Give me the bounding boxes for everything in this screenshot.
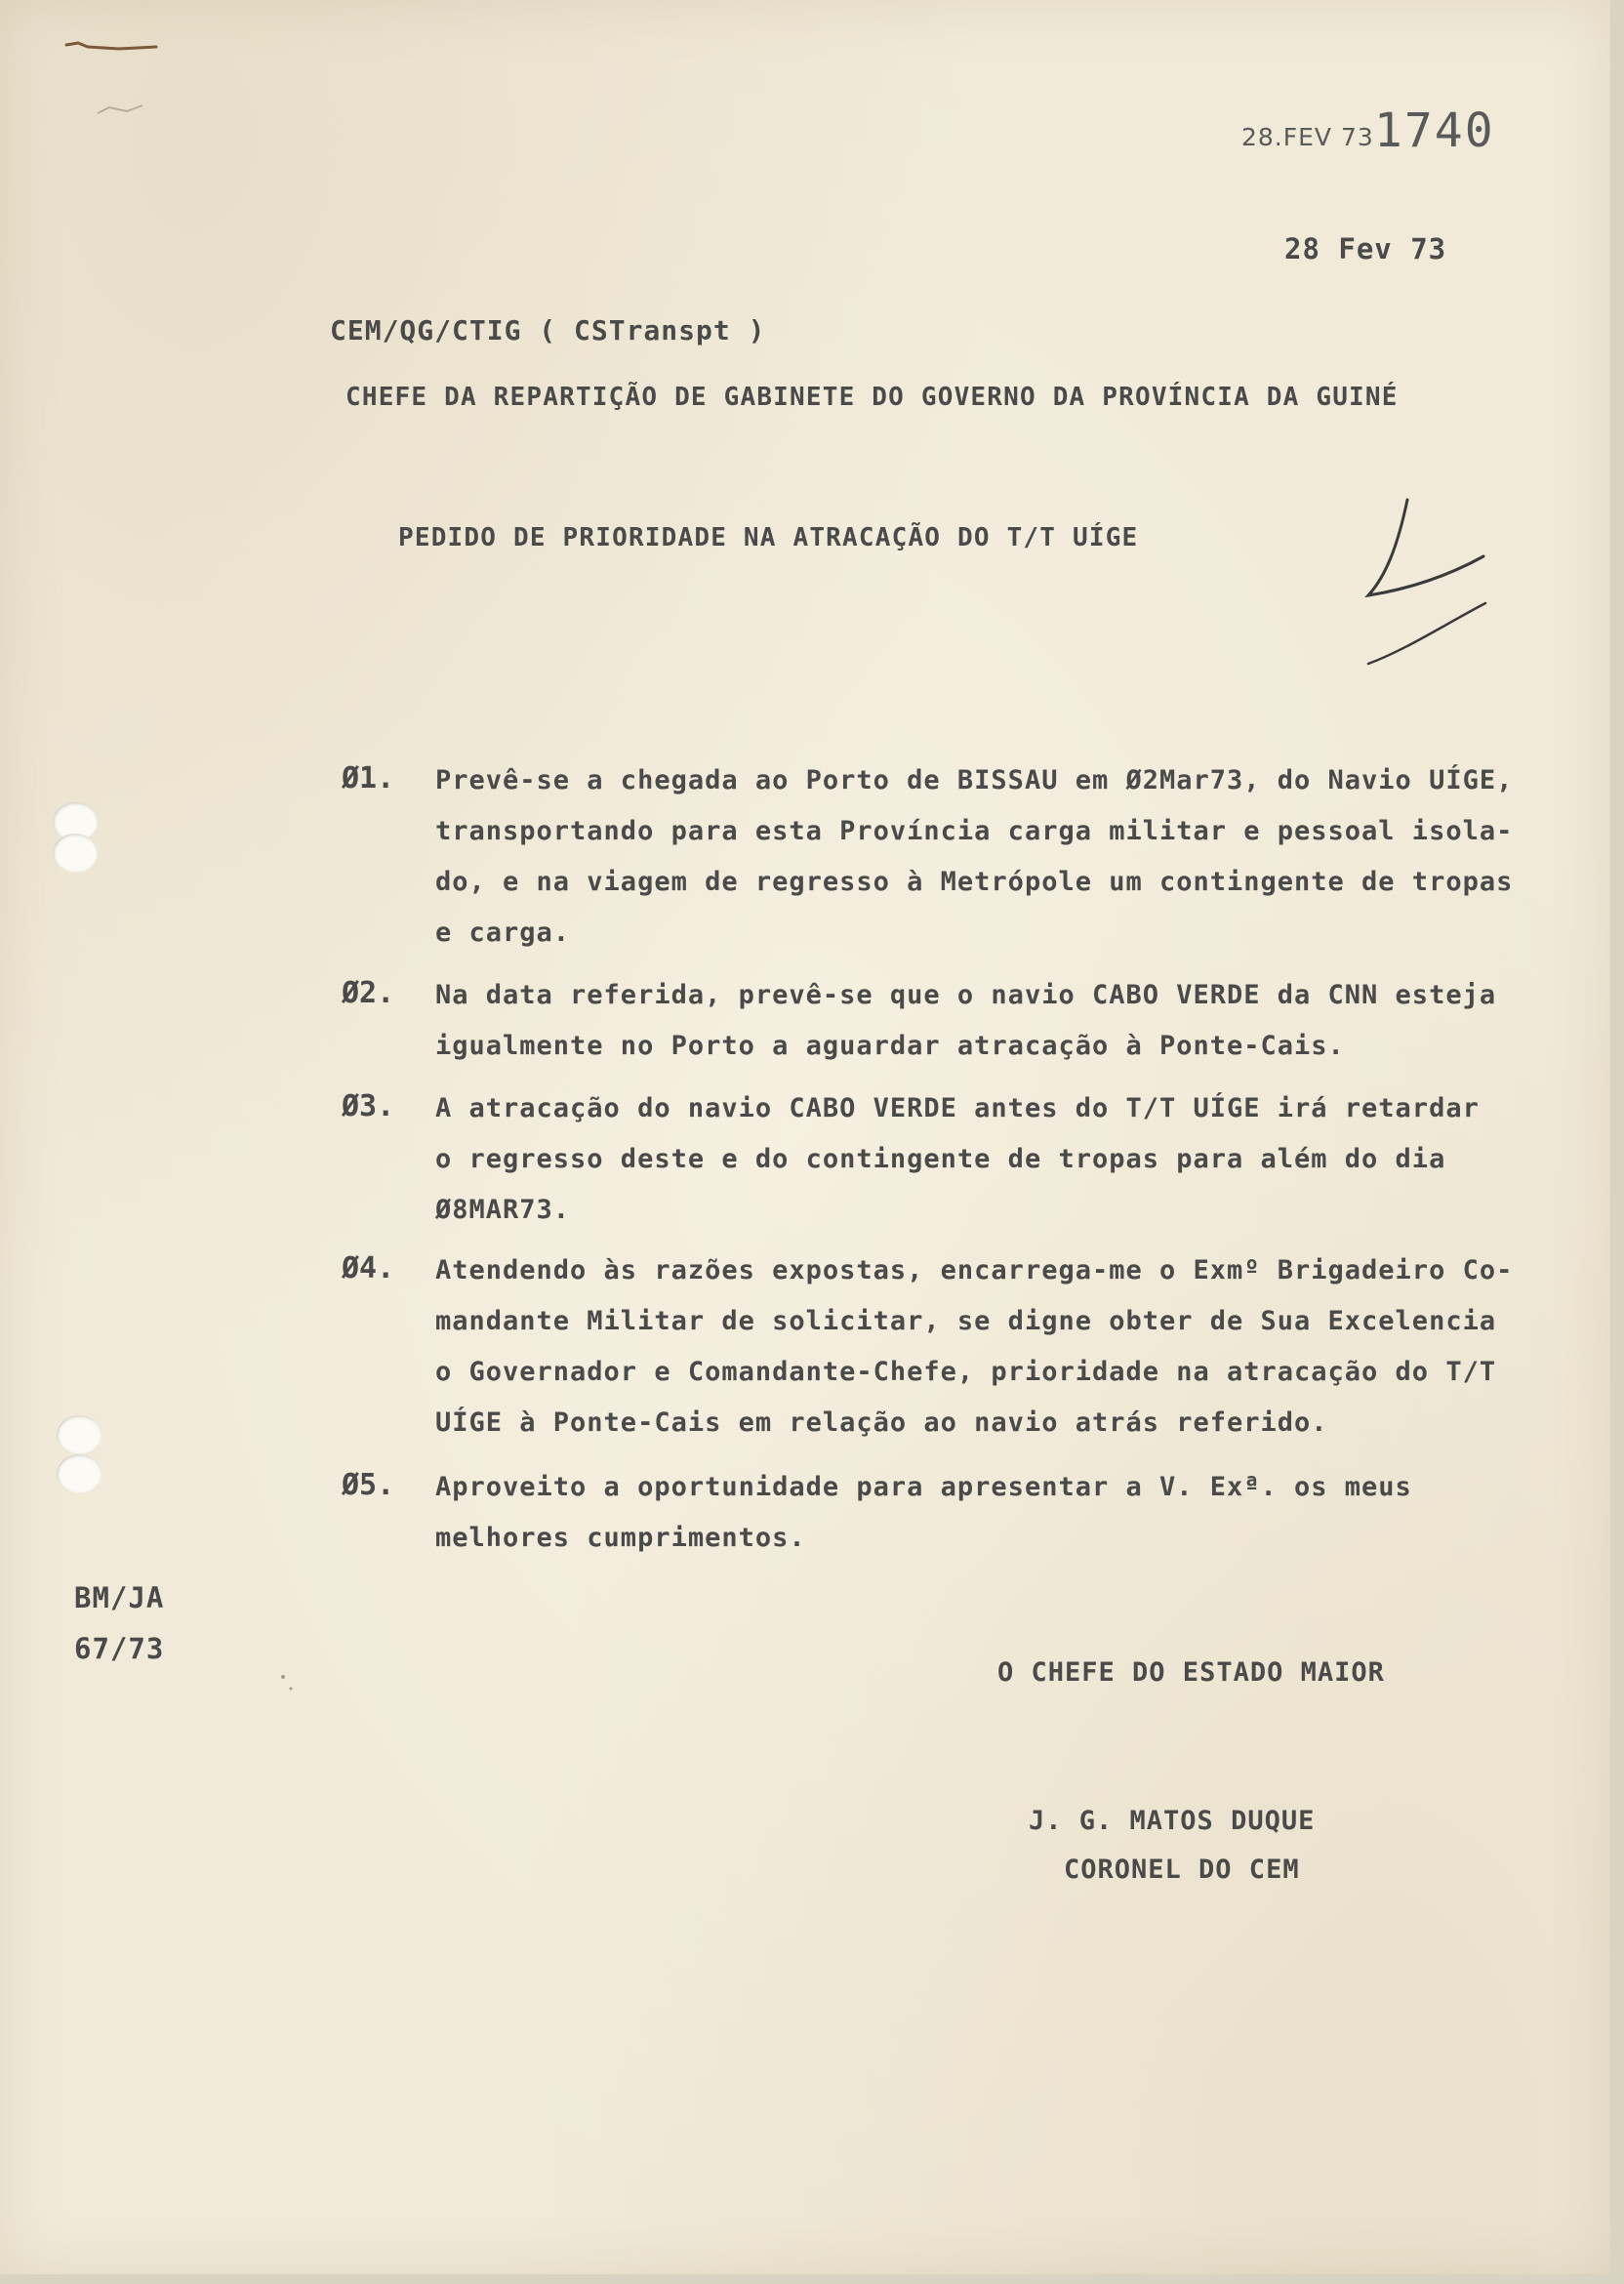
subject-line: PEDIDO DE PRIORIDADE NA ATRACAÇÃO DO T/T UÍGE — [398, 523, 1139, 552]
paragraph-line: Aproveito a oportunidade para apresentar a V. Exª. os meus — [435, 1472, 1412, 1502]
paragraph-line: igualmente no Porto a aguardar atracação à Ponte-Cais. — [435, 1031, 1345, 1061]
paragraph-number: Ø4. — [342, 1251, 395, 1285]
paragraph-line: UÍGE à Ponte-Cais em relação ao navio atrás referido. — [435, 1407, 1328, 1438]
paragraph-line: o Governador e Comandante-Chefe, prioridade na atracação do T/T — [435, 1357, 1497, 1387]
paragraph-line: Na data referida, prevê-se que o navio CABO VERDE da CNN esteja — [435, 980, 1497, 1010]
paragraph-number: Ø5. — [342, 1468, 395, 1502]
margin-note-number: 67/73 — [74, 1632, 165, 1665]
paper-speck-marks-bottom — [254, 1650, 312, 1708]
signatory-rank: CORONEL DO CEM — [1064, 1855, 1300, 1885]
paragraph-number: Ø3. — [342, 1089, 395, 1123]
paragraph-line: Atendendo às razões expostas, encarrega-me o Exmº Brigadeiro Co- — [435, 1255, 1514, 1285]
addressee-line: CHEFE DA REPARTIÇÃO DE GABINETE DO GOVERNO DA PROVÍNCIA DA GUINÉ — [345, 383, 1399, 412]
reference-code: CEM/QG/CTIG ( CSTranspt ) — [330, 314, 766, 347]
paragraph-line: Prevê-se a chegada ao Porto de BISSAU em Ø2Mar73, do Navio UÍGE, — [435, 765, 1514, 795]
paragraph-number: Ø2. — [342, 976, 395, 1010]
paragraph-line: e carga. — [435, 918, 571, 948]
signature-title: O CHEFE DO ESTADO MAIOR — [997, 1657, 1385, 1688]
document-date: 28 Fev 73 — [1284, 232, 1447, 265]
signatory-name: J. G. MATOS DUQUE — [1029, 1806, 1316, 1836]
punch-hole-lower — [57, 1415, 102, 1454]
paragraph-line: Ø8MAR73. — [435, 1195, 571, 1225]
paper-speck-marks — [59, 29, 176, 127]
paragraph-line: A atracação do navio CABO VERDE antes do T/T UÍGE irá retardar — [435, 1093, 1480, 1123]
punch-hole-lower-2 — [57, 1454, 102, 1493]
received-stamp-number: 1740 — [1374, 103, 1495, 158]
paragraph-line: do, e na viagem de regresso à Metrópole um contingente de tropas — [435, 867, 1514, 897]
received-stamp-date: 28.FEV 73 — [1241, 123, 1374, 151]
paragraph-line: melhores cumprimentos. — [435, 1523, 806, 1553]
paragraph-line: o regresso deste e do contingente de tropas para além do dia — [435, 1144, 1446, 1174]
paragraph-number: Ø1. — [342, 761, 395, 795]
margin-note-code: BM/JA — [74, 1581, 165, 1614]
paragraph-line: transportando para esta Província carga militar e pessoal isola- — [435, 816, 1514, 846]
punch-hole-upper-2 — [53, 834, 98, 873]
paragraph-line: mandante Militar de solicitar, se digne obter de Sua Excelencia — [435, 1306, 1497, 1336]
handwritten-initial-mark — [1347, 488, 1493, 683]
